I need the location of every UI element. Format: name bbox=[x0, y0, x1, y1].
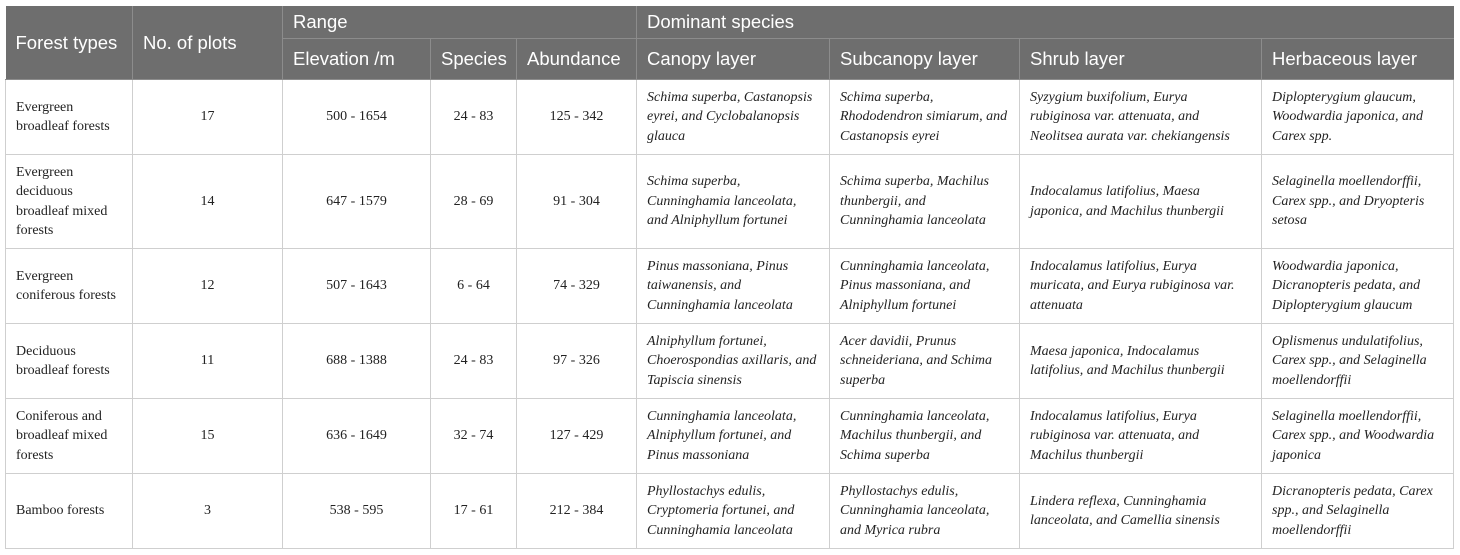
species-cell: 17 - 61 bbox=[431, 474, 517, 549]
table-row bbox=[6, 249, 1454, 324]
shrub-cell bbox=[1020, 80, 1262, 155]
herbaceous-text: Dicranopteris pedata, Carex spp., and Selaginella moellendorffii bbox=[1272, 483, 1433, 538]
plots-cell: 3 bbox=[133, 474, 283, 549]
herbaceous-cell bbox=[1262, 399, 1454, 474]
canopy-cell bbox=[637, 474, 830, 549]
header-range: Range bbox=[283, 6, 637, 39]
canopy-cell bbox=[637, 80, 830, 155]
subcanopy-cell bbox=[830, 80, 1020, 155]
canopy-cell bbox=[637, 155, 830, 249]
subcanopy-text: Cunninghamia lanceolata, Machilus thunbergii, and Schima superba bbox=[840, 408, 990, 463]
elevation-cell: 688 - 1388 bbox=[283, 324, 431, 399]
abundance-cell: 74 - 329 bbox=[517, 249, 637, 324]
plots-cell: 17 bbox=[133, 80, 283, 155]
canopy-text: Alniphyllum fortunei, Choerospondias axillaris, and Tapiscia sinensis bbox=[647, 333, 817, 388]
shrub-cell bbox=[1020, 155, 1262, 249]
subcanopy-cell bbox=[830, 399, 1020, 474]
species-cell: 24 - 83 bbox=[431, 80, 517, 155]
forest-types-table bbox=[5, 6, 1454, 549]
canopy-text: Cunninghamia lanceolata, Alniphyllum fortunei, and Pinus massoniana bbox=[647, 408, 797, 463]
forest-type-cell: Evergreen deciduous broadleaf mixed forests bbox=[6, 155, 133, 249]
header-herbaceous-layer: Herbaceous layer bbox=[1262, 39, 1454, 80]
canopy-text: Schima superba, Castanopsis eyrei, and Cyclobalanopsis glauca bbox=[647, 89, 813, 144]
plots-cell: 14 bbox=[133, 155, 283, 249]
species-cell: 32 - 74 bbox=[431, 399, 517, 474]
header-no-of-plots: No. of plots bbox=[133, 6, 283, 80]
herbaceous-text: Diplopterygium glaucum, Woodwardia japonica, and Carex spp. bbox=[1272, 89, 1424, 144]
subcanopy-cell bbox=[830, 155, 1020, 249]
elevation-cell: 538 - 595 bbox=[283, 474, 431, 549]
canopy-text: Phyllostachys edulis, Cryptomeria fortunei, and Cunninghamia lanceolata bbox=[647, 483, 795, 538]
header-dominant-species: Dominant species bbox=[637, 6, 1454, 39]
herbaceous-text: Woodwardia japonica, Dicranopteris pedata, and Diplopterygium glaucum bbox=[1272, 258, 1421, 313]
table-row bbox=[6, 399, 1454, 474]
table-row bbox=[6, 324, 1454, 399]
abundance-cell: 125 - 342 bbox=[517, 80, 637, 155]
shrub-cell bbox=[1020, 474, 1262, 549]
herbaceous-cell bbox=[1262, 474, 1454, 549]
table-row bbox=[6, 80, 1454, 155]
shrub-cell bbox=[1020, 399, 1262, 474]
shrub-text: Indocalamus latifolius, Eurya muricata, and Eurya rubiginosa var. attenuata bbox=[1030, 258, 1235, 313]
subcanopy-cell bbox=[830, 324, 1020, 399]
shrub-text: Lindera reflexa, Cunninghamia lanceolata, and Camellia sinensis bbox=[1030, 493, 1220, 528]
elevation-cell: 636 - 1649 bbox=[283, 399, 431, 474]
header-canopy-layer: Canopy layer bbox=[637, 39, 830, 80]
subcanopy-cell bbox=[830, 474, 1020, 549]
canopy-cell bbox=[637, 249, 830, 324]
shrub-text: Maesa japonica, Indocalamus latifolius, and Machilus thunbergii bbox=[1030, 343, 1225, 378]
herbaceous-cell bbox=[1262, 324, 1454, 399]
header-subcanopy-layer: Subcanopy layer bbox=[830, 39, 1020, 80]
forest-type-cell: Bamboo forests bbox=[6, 474, 133, 549]
header-elevation: Elevation /m bbox=[283, 39, 431, 80]
species-cell: 28 - 69 bbox=[431, 155, 517, 249]
canopy-cell bbox=[637, 399, 830, 474]
shrub-text: Indocalamus latifolius, Maesa japonica, and Machilus thunbergii bbox=[1030, 184, 1224, 219]
herbaceous-cell bbox=[1262, 249, 1454, 324]
herbaceous-cell bbox=[1262, 155, 1454, 249]
herbaceous-text: Oplismenus undulatifolius, Carex spp., and Selaginella moellendorffii bbox=[1272, 333, 1427, 388]
subcanopy-text: Cunninghamia lanceolata, Pinus massoniana, and Alniphyllum fortunei bbox=[840, 258, 990, 313]
canopy-text: Pinus massoniana, Pinus taiwanensis, and Cunninghamia lanceolata bbox=[647, 258, 793, 313]
elevation-cell: 647 - 1579 bbox=[283, 155, 431, 249]
subcanopy-text: Schima superba, Machilus thunbergii, and Cunninghamia lanceolata bbox=[840, 174, 989, 229]
table-row bbox=[6, 155, 1454, 249]
abundance-cell: 212 - 384 bbox=[517, 474, 637, 549]
subcanopy-cell bbox=[830, 249, 1020, 324]
shrub-cell bbox=[1020, 324, 1262, 399]
header-forest-types: Forest types bbox=[6, 6, 133, 80]
subcanopy-text: Acer davidii, Prunus schneideriana, and Schima superba bbox=[840, 333, 993, 388]
abundance-cell: 127 - 429 bbox=[517, 399, 637, 474]
plots-cell: 11 bbox=[133, 324, 283, 399]
header-species: Species bbox=[431, 39, 517, 80]
canopy-cell bbox=[637, 324, 830, 399]
table-row bbox=[6, 474, 1454, 549]
forest-type-cell: Coniferous and broadleaf mixed forests bbox=[6, 399, 133, 474]
subcanopy-text: Phyllostachys edulis, Cunninghamia lanceolata, and Myrica rubra bbox=[840, 483, 990, 538]
abundance-cell: 97 - 326 bbox=[517, 324, 637, 399]
shrub-text: Indocalamus latifolius, Eurya rubiginosa var. attenuata, and Machilus thunbergii bbox=[1030, 408, 1200, 463]
shrub-cell bbox=[1020, 249, 1262, 324]
elevation-cell: 500 - 1654 bbox=[283, 80, 431, 155]
plots-cell: 15 bbox=[133, 399, 283, 474]
forest-type-cell: Deciduous broadleaf forests bbox=[6, 324, 133, 399]
elevation-cell: 507 - 1643 bbox=[283, 249, 431, 324]
subcanopy-text: Schima superba, Rhododendron simiarum, and Castanopsis eyrei bbox=[840, 89, 1008, 144]
plots-cell: 12 bbox=[133, 249, 283, 324]
shrub-text: Syzygium buxifolium, Eurya rubiginosa var. attenuata, and Neolitsea aurata var. chekiangensis bbox=[1030, 89, 1230, 144]
canopy-text: Schima superba, Cunninghamia lanceolata, and Alniphyllum fortunei bbox=[647, 174, 797, 229]
herbaceous-cell bbox=[1262, 80, 1454, 155]
abundance-cell: 91 - 304 bbox=[517, 155, 637, 249]
species-cell: 6 - 64 bbox=[431, 249, 517, 324]
header-shrub-layer: Shrub layer bbox=[1020, 39, 1262, 80]
herbaceous-text: Selaginella moellendorffii, Carex spp., and Woodwardia japonica bbox=[1272, 408, 1435, 463]
header-abundance: Abundance bbox=[517, 39, 637, 80]
forest-type-cell: Evergreen broadleaf forests bbox=[6, 80, 133, 155]
species-cell: 24 - 83 bbox=[431, 324, 517, 399]
forest-type-cell: Evergreen coniferous forests bbox=[6, 249, 133, 324]
herbaceous-text: Selaginella moellendorffii, Carex spp., and Dryopteris setosa bbox=[1272, 174, 1425, 229]
